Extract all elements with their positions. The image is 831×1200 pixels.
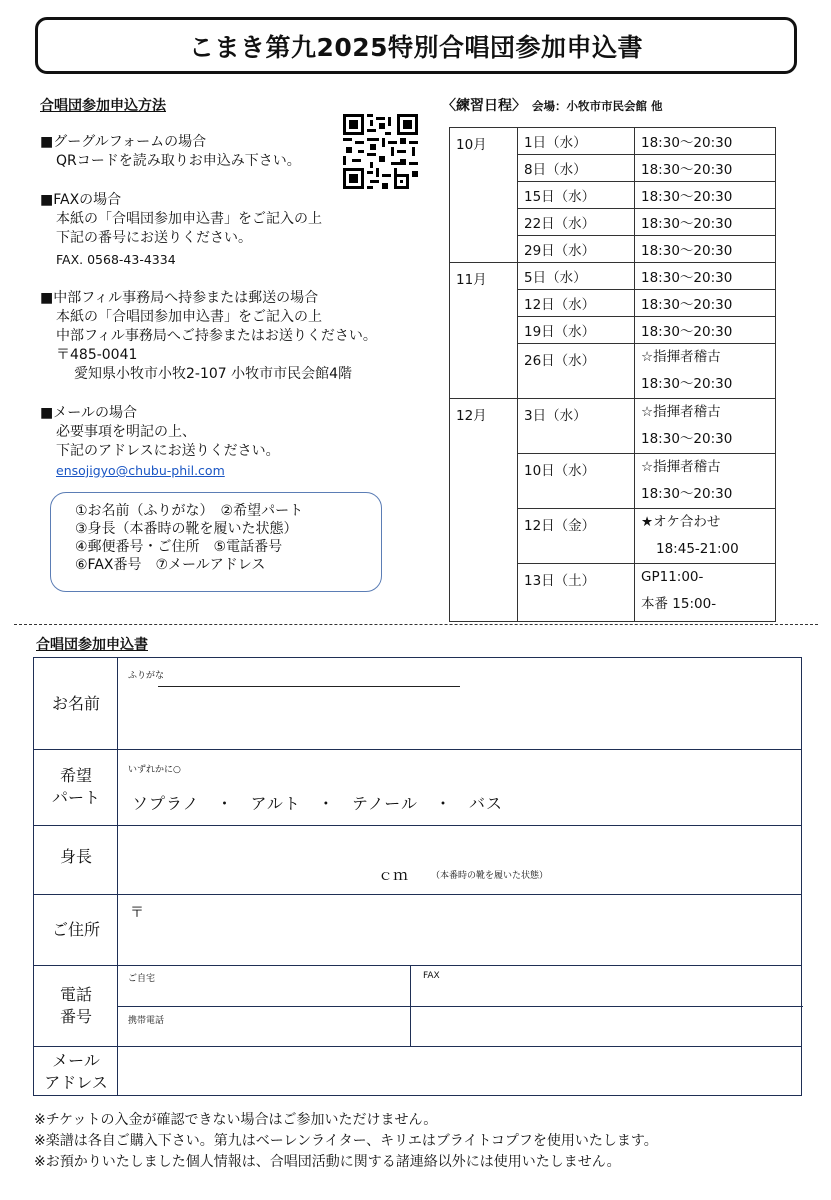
date-cell: 12日（水） (518, 290, 635, 317)
date-cell: 8日（水） (518, 155, 635, 182)
notes (34, 1110, 658, 1173)
office-postal: 〒485-0041 (56, 347, 138, 363)
time-line: ☆指揮者稽古 (641, 349, 721, 365)
time-cell: 18:30〜20:30 (635, 236, 776, 263)
time-cell: 18:30〜20:30 (635, 155, 776, 182)
furigana-input[interactable] (158, 686, 460, 687)
home-phone-label: ご自宅 (128, 974, 156, 984)
phone-label (34, 965, 118, 1046)
date-cell: 26日（水） (518, 344, 635, 399)
qr-code-icon[interactable] (343, 114, 418, 189)
mail-line2: 下記のアドレスにお送りください。 (56, 443, 280, 459)
date-cell: 15日（水） (518, 182, 635, 209)
office-line2: 中部フィル事務局へご持参またはお送りください。 (56, 328, 377, 344)
note-item: ※楽譜は各自ご購入下さい。第九はベーレンライター、キリエはブライトコプフを使用いたします。 (34, 1133, 658, 1149)
office-title: ■中部フィル事務局へ持参または郵送の場合 (40, 290, 319, 306)
time-line: 18:30〜20:30 (641, 376, 733, 392)
required-item: ⑥FAX番号 ⑦メールアドレス (75, 557, 266, 573)
mail-title: ■メールの場合 (40, 405, 137, 421)
time-cell (635, 509, 776, 564)
phone-row-divider (118, 1006, 803, 1007)
time-line: ☆指揮者稽古 (641, 404, 721, 420)
part-label-line1: 希望 (59, 766, 92, 785)
method-heading: 合唱団参加申込方法 (40, 98, 166, 114)
time-line: 本番 15:00- (641, 596, 717, 612)
schedule-venue: 会場：小牧市市民会館 他 (532, 99, 663, 113)
required-item: ③身長（本番時の靴を履いた状態） (75, 521, 298, 537)
date-cell: 1日（水） (518, 128, 635, 155)
google-line1: QRコードを読み取りお申込み下さい。 (56, 153, 301, 169)
office-address: 愛知県小牧市小牧2-107 小牧市市民会館4階 (74, 366, 353, 382)
row-divider (34, 894, 801, 895)
date-cell: 29日（水） (518, 236, 635, 263)
email-link[interactable]: ensojigyo@chubu-phil.com (56, 463, 225, 478)
method-fax (40, 191, 322, 269)
time-cell (635, 399, 776, 454)
date-cell: 3日（水） (518, 399, 635, 454)
schedule-heading (442, 95, 663, 115)
office-line1: 本紙の「合唱団参加申込書」をご記入の上 (56, 309, 322, 325)
fax-title: ■FAXの場合 (40, 192, 122, 208)
schedule-table (449, 127, 776, 622)
name-input[interactable] (120, 690, 800, 746)
phone-label-line1: 電話 (59, 984, 92, 1004)
address-label: ご住所 (51, 919, 100, 939)
note-item: ※チケットの入金が確認できない場合はご参加いただけません。 (34, 1112, 438, 1128)
row-divider (34, 965, 801, 966)
date-cell: 13日（土） (518, 564, 635, 622)
schedule-row (450, 399, 776, 454)
date-cell: 10日（水） (518, 454, 635, 509)
height-label: 身長 (59, 847, 92, 866)
required-item: ①お名前（ふりがな） ②希望パート (75, 503, 304, 519)
time-line: 18:30〜20:30 (641, 431, 733, 447)
required-item: ④郵便番号・ご住所 ⑤電話番号 (75, 539, 283, 555)
time-line: GP11:00- (641, 569, 704, 585)
part-hint: いずれかに○ (128, 765, 181, 775)
row-divider (34, 1046, 801, 1047)
cut-line-divider (14, 624, 818, 625)
email-input[interactable] (120, 1048, 800, 1094)
height-note: （本番時の靴を履いた状態） (431, 871, 549, 881)
note-item: ※お預かりいたしました個人情報は、合唱団活動に関する諸連絡以外には使用いたしません。 (34, 1154, 621, 1170)
postal-mark: 〒 (130, 905, 144, 921)
form-heading: 合唱団参加申込書 (36, 637, 148, 653)
part-label (34, 749, 118, 825)
time-cell: 18:30〜20:30 (635, 290, 776, 317)
application-form (33, 657, 802, 1096)
address-input[interactable] (120, 896, 800, 963)
time-cell (635, 454, 776, 509)
time-line: 18:30〜20:30 (641, 486, 733, 502)
row-divider (34, 825, 801, 826)
required-items-box (50, 492, 382, 592)
schedule-row (450, 128, 776, 155)
page-title: こまき第九2025特別合唱団参加申込書 (188, 32, 644, 62)
month-cell: 10月 (450, 128, 518, 263)
time-cell: 18:30〜20:30 (635, 209, 776, 236)
part-options[interactable]: ソプラノ ・ アルト ・ テノール ・ バス (132, 794, 503, 813)
time-line: ☆指揮者稽古 (641, 459, 721, 475)
email-label-line2: アドレス (44, 1072, 108, 1092)
time-cell: 18:30〜20:30 (635, 182, 776, 209)
date-cell: 22日（水） (518, 209, 635, 236)
fax-line2: 下記の番号にお送りください。 (56, 230, 252, 246)
phone-label-line2: 番号 (59, 1006, 92, 1026)
date-cell: 19日（水） (518, 317, 635, 344)
height-unit: ｃｍ (378, 866, 409, 884)
row-divider (34, 749, 801, 750)
time-cell: 18:30〜20:30 (635, 317, 776, 344)
mobile-phone-label: 携帯電話 (128, 1016, 165, 1026)
month-cell: 11月 (450, 263, 518, 399)
time-cell: 18:30〜20:30 (635, 263, 776, 290)
time-cell (635, 564, 776, 622)
time-cell: 18:30〜20:30 (635, 128, 776, 155)
date-cell: 12日（金） (518, 509, 635, 564)
date-cell: 5日（水） (518, 263, 635, 290)
method-google (40, 133, 301, 171)
fax-line1: 本紙の「合唱団参加申込書」をご記入の上 (56, 211, 322, 227)
email-label-line1: メール (52, 1050, 100, 1070)
part-label-line2: パート (51, 788, 100, 807)
schedule-title: 〈練習日程〉 (442, 98, 526, 114)
time-cell (635, 344, 776, 399)
name-label: お名前 (51, 693, 100, 713)
schedule-row (450, 263, 776, 290)
month-cell: 12月 (450, 399, 518, 622)
email-label (34, 1046, 118, 1097)
fax-number: FAX. 0568-43-4334 (56, 252, 176, 267)
method-mail (40, 404, 280, 480)
title-box (35, 17, 797, 74)
fax-label: FAX (423, 971, 440, 981)
phone-col-divider (410, 965, 411, 1046)
method-office (40, 289, 377, 384)
mail-line1: 必要事項を明記の上、 (56, 424, 196, 440)
google-title: ■グーグルフォームの場合 (40, 134, 207, 150)
time-line: ★オケ合わせ (641, 514, 721, 530)
time-line: 18:45-21:00 (656, 541, 739, 557)
furigana-label: ふりがな (128, 671, 165, 681)
